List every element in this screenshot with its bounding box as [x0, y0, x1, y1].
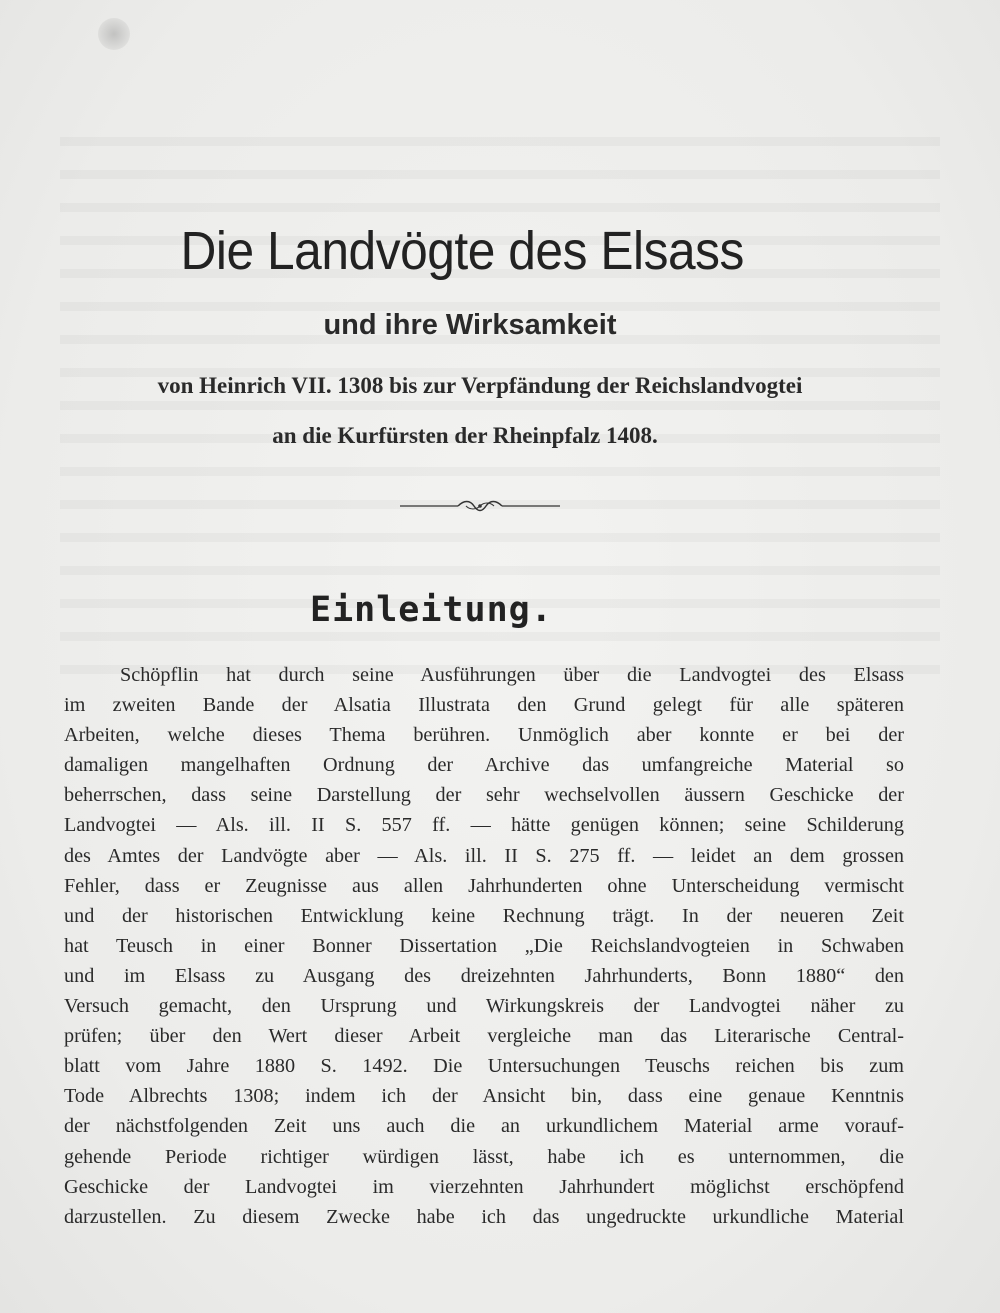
body-line: gehende Periode richtiger würdigen lässt, habe ich es unternommen, die	[64, 1145, 904, 1168]
body-line: Tode Albrechts 1308; indem ich der Ansicht bin, dass eine genaue Kenntnis	[64, 1085, 904, 1108]
body-line: im zweiten Bande der Alsatia Illustrata den Grund gelegt für alle späteren	[64, 694, 904, 717]
subtitle-line-3: an die Kurfürsten der Rheinpfalz 1408.	[272, 423, 658, 448]
paper-stain	[98, 18, 130, 50]
body-line: Landvogtei — Als. ill. II S. 557 ff. — hätte genügen können; seine Schilderung	[64, 814, 904, 837]
ornament-divider	[400, 498, 560, 514]
section-heading: Einleitung.	[310, 590, 553, 630]
body-line: prüfen; über den Wert dieser Arbeit vergleiche man das Literarische Central-	[64, 1025, 904, 1048]
body-line: Versuch gemacht, den Ursprung und Wirkungskreis der Landvogtei näher zu	[64, 995, 904, 1018]
body-line: Schöpflin hat durch seine Ausführungen über die Landvogtei des Elsass	[120, 664, 904, 686]
body-line: damaligen mangelhaften Ordnung der Archive das umfangreiche Material so	[64, 754, 904, 777]
body-line: und im Elsass zu Ausgang des dreizehnten Jahrhunderts, Bonn 1880“ den	[64, 964, 904, 987]
body-line: und der historischen Entwicklung keine Rechnung trägt. In der neueren Zeit	[64, 904, 904, 927]
body-line: darzustellen. Zu diesem Zwecke habe ich das ungedruckte urkundliche Material	[64, 1205, 904, 1228]
page-subtitle: und ihre Wirksamkeit	[323, 309, 617, 341]
body-line: blatt vom Jahre 1880 S. 1492. Die Untersuchungen Teuschs reichen bis zum	[64, 1055, 904, 1078]
page-title: Die Landvögte des Elsass	[180, 221, 744, 281]
body-line: der nächstfolgenden Zeit uns auch die an urkundlichem Material arme vorauf-	[64, 1115, 904, 1138]
body-line: beherrschen, dass seine Darstellung der sehr wechselvollen äussern Geschicke der	[64, 784, 904, 807]
body-line: hat Teusch in einer Bonner Dissertation „Die Reichslandvogteien in Schwaben	[64, 934, 904, 957]
body-line: des Amtes der Landvögte aber — Als. ill. II S. 275 ff. — leidet an dem grossen	[64, 844, 904, 867]
body-line: Arbeiten, welche dieses Thema berühren. Unmöglich aber konnte er bei der	[64, 724, 904, 747]
body-text	[64, 660, 904, 1232]
subtitle-line-2: von Heinrich VII. 1308 bis zur Verpfändung der Reichslandvogtei	[157, 373, 803, 398]
body-line: Geschicke der Landvogtei im vierzehnten Jahrhundert möglichst erschöpfend	[64, 1175, 904, 1198]
body-line: Fehler, dass er Zeugnisse aus allen Jahrhunderten ohne Unterscheidung vermischt	[64, 874, 904, 897]
